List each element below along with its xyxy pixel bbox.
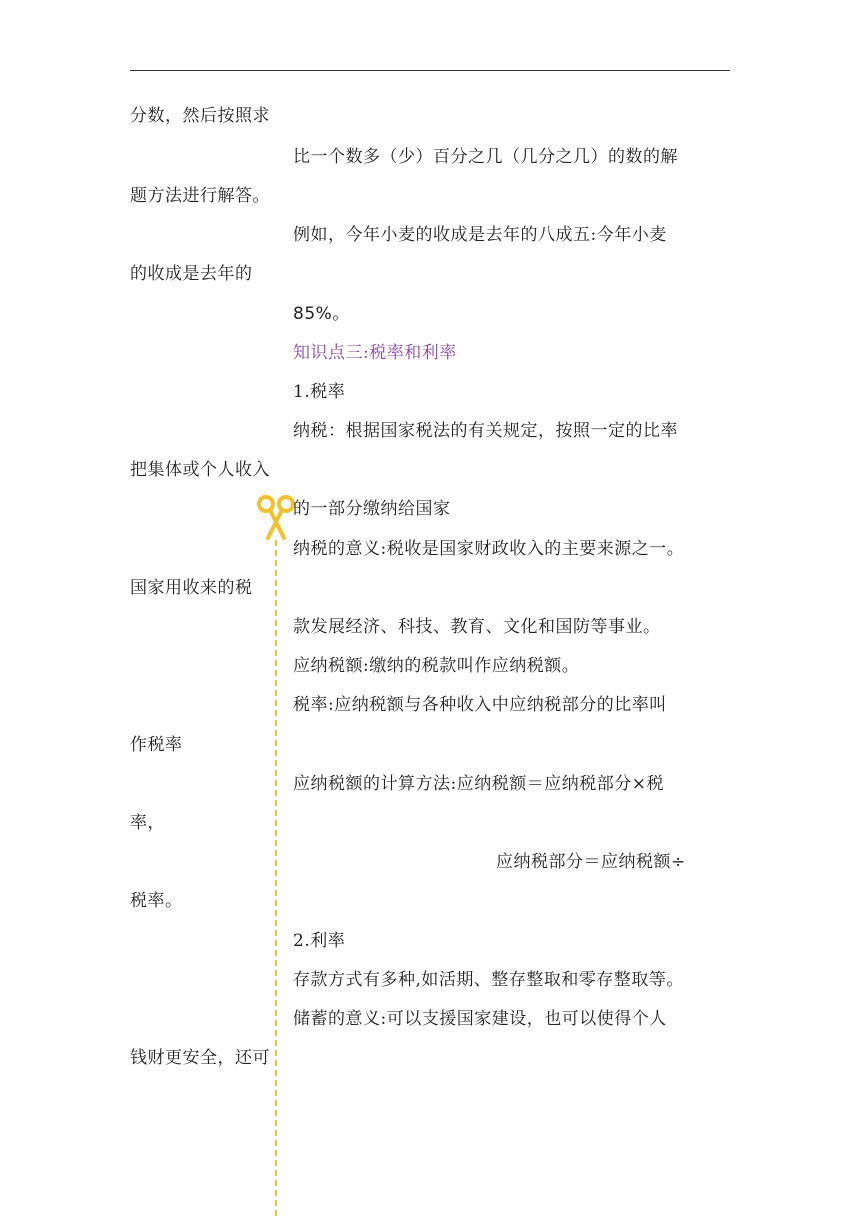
text-line: 应纳税部分＝应纳税额÷ [496,852,686,872]
text-line: 应纳税额:缴纳的税款叫作应纳税额。 [293,656,580,676]
cut-line [275,540,277,1216]
text-line: 比一个数多（少）百分之几（几分之几）的数的解 [293,147,678,167]
text-line: 把集体或个人收入 [130,460,270,480]
text-line: 的一部分缴纳给国家 [293,499,451,519]
text-line: 纳税：根据国家税法的有关规定，按照一定的比率 [293,421,678,441]
text-line: 纳税的意义:税收是国家财政收入的主要来源之一。 [293,539,685,559]
text-line: 作税率 [130,735,183,755]
text-line: 应纳税额的计算方法:应纳税额＝应纳税部分×税 [293,774,664,794]
scissors-icon [256,494,296,544]
text-line: 税率:应纳税额与各种收入中应纳税部分的比率叫 [293,695,667,715]
text-line: 存款方式有多种,如活期、整存整取和零存整取等。 [293,970,684,990]
subsection-heading: 2.利率 [293,931,346,951]
section-heading: 知识点三:税率和利率 [293,343,457,363]
subsection-heading: 1.税率 [293,382,346,402]
header-rule [130,70,730,71]
text-line: 题方法进行解答。 [130,186,270,206]
text-line: 储蓄的意义:可以支援国家建设，也可以使得个人 [293,1009,667,1029]
text-line: 率， [130,813,165,833]
text-line: 国家用收来的税 [130,578,253,598]
text-line: 钱财更安全，还可 [130,1048,270,1068]
text-line: 的收成是去年的 [130,264,253,284]
text-line: 例如，今年小麦的收成是去年的八成五:今年小麦 [293,225,667,245]
text-line: 85%。 [293,304,350,324]
text-line: 税率。 [130,891,183,911]
text-line: 款发展经济、科技、教育、文化和国防等事业。 [293,617,661,637]
text-line: 分数，然后按照求 [130,106,270,126]
